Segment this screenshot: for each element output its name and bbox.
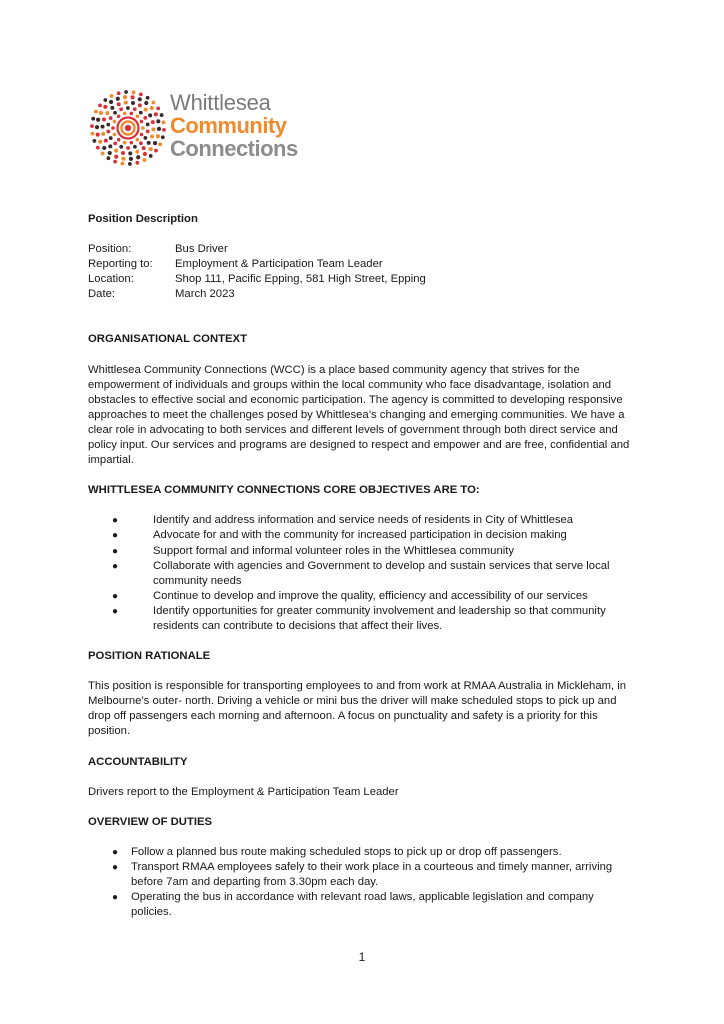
- dot-mandala-icon: [90, 90, 168, 168]
- duties-heading: OVERVIEW OF DUTIES: [88, 815, 213, 828]
- meta-row: [88, 272, 636, 287]
- list-item: ● Collaborate with agencies and Government to develop and sustain services that serve local community needs: [112, 559, 610, 587]
- list-item: ● Support formal and informal volunteer roles in the Whittlesea community: [88, 544, 636, 559]
- list-item: ● Continue to develop and improve the quality, efficiency and accessibility of our services: [88, 589, 636, 604]
- bullet-icon: ●: [112, 590, 119, 602]
- bullet-icon: ●: [112, 530, 119, 542]
- duties-list: [88, 845, 636, 920]
- list-item: ● Operating the bus in accordance with relevant road laws, applicable legislation and company policies.: [112, 891, 594, 919]
- meta-label: Date:: [88, 288, 116, 301]
- rationale-body: This position is responsible for transporting employees to and from work at RMAA Australia in Mickleham, in Melbourne’s outer- north. Driving a vehicle or mini bus the driver will make scheduled stops to pick up and drop off passengers each morning and afternoon. A focus on punctuality and safety is a priority for this position.: [88, 680, 627, 738]
- bullet-icon: ●: [112, 861, 119, 873]
- accountability-body: Drivers report to the Employment & Participation Team Leader: [88, 785, 399, 798]
- list-item: ● Advocate for and with the community for increased participation in decision making: [88, 528, 636, 543]
- meta-value: Shop 111, Pacific Epping, 581 High Street, Epping: [175, 273, 426, 286]
- wcc-logo: [90, 90, 310, 168]
- bullet-icon: ●: [112, 560, 119, 572]
- list-item: ● Follow a planned bus route making scheduled stops to pick up or drop off passengers.: [88, 845, 636, 860]
- logo-wordmark: [170, 92, 298, 160]
- bullet-icon: ●: [112, 515, 119, 527]
- rationale-heading: POSITION RATIONALE: [88, 650, 211, 663]
- meta-row: [88, 287, 636, 302]
- list-item: ● Identify opportunities for greater community involvement and leadership so that community residents can contribute to decisions that affect their lives.: [112, 604, 606, 632]
- document-body: [88, 212, 636, 920]
- logo-line-2: Community: [170, 113, 287, 138]
- meta-row: [88, 257, 636, 272]
- objectives-list: [88, 513, 636, 634]
- list-item: ● Transport RMAA employees safely to their work place in a courteous and timely manner, arriving before 7am and departing from 3.30pm each day.: [112, 860, 613, 888]
- page-number: 1: [358, 950, 366, 964]
- meta-value: Bus Driver: [175, 243, 228, 256]
- bullet-icon: ●: [112, 846, 119, 858]
- position-meta: [88, 242, 636, 302]
- meta-label: Location:: [88, 273, 134, 286]
- org-context-heading: ORGANISATIONAL CONTEXT: [88, 333, 247, 346]
- meta-label: Reporting to:: [88, 258, 153, 271]
- meta-row: [88, 242, 636, 257]
- accountability-heading: ACCOUNTABILITY: [88, 755, 188, 768]
- org-context-body: Whittlesea Community Connections (WCC) is a place based community agency that strives for the empowerment of individuals and groups within the local community who face disadvantage, isolation and obstacles to effective social and economic participation. The agency is committed to developing responsive approaches to meet the challenges posed by Whittlesea’s changing and emerging communities. We have a clear role in advocating to both services and different levels of government through both direct service and policy input. Our services and programs are designed to respect and empower and are free, confidential and impartial.: [88, 363, 630, 467]
- list-item: ● Identify and address information and service needs of residents in City of Whittlesea: [88, 513, 636, 528]
- meta-value: March 2023: [175, 288, 235, 301]
- bullet-icon: ●: [112, 892, 119, 904]
- meta-label: Position:: [88, 243, 132, 256]
- bullet-icon: ●: [112, 545, 119, 557]
- logo-line-3: Connections: [170, 136, 298, 161]
- document-title: Position Description: [88, 213, 198, 225]
- logo-line-1: Whittlesea: [170, 90, 271, 115]
- bullet-icon: ●: [112, 605, 119, 617]
- objectives-heading: WHITTLESEA COMMUNITY CONNECTIONS CORE OBJECTIVES ARE TO:: [88, 484, 480, 497]
- meta-value: Employment & Participation Team Leader: [175, 258, 383, 271]
